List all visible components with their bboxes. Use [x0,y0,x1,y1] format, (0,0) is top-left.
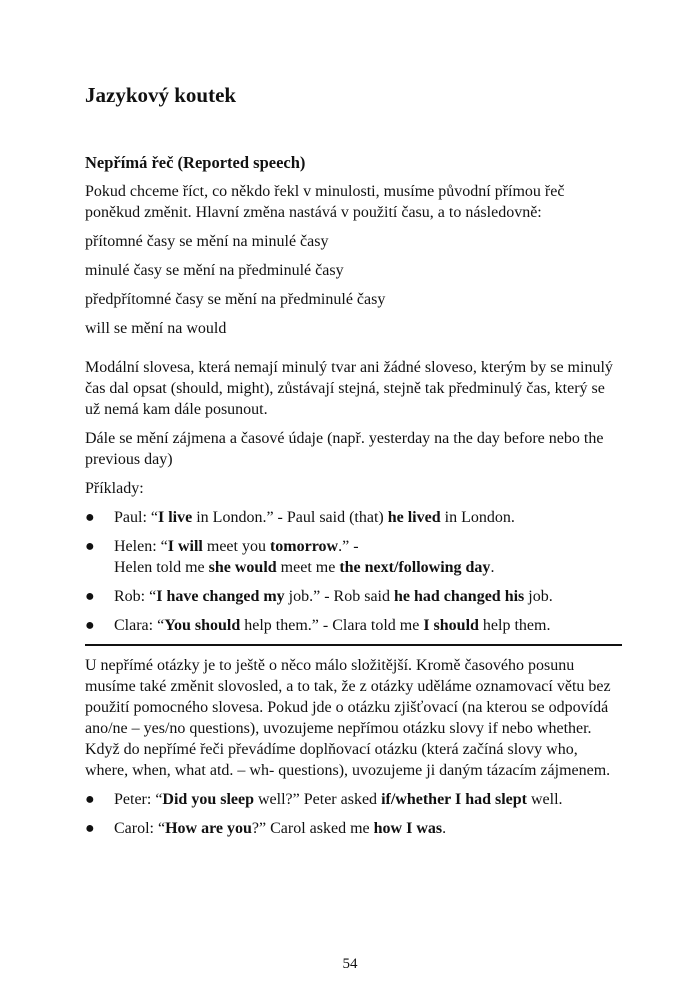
example-text: in London.” - Paul said (that) [192,509,388,526]
example-bold-text: I live [158,509,193,526]
example-bold-text: I will [167,538,203,555]
intro-paragraph: Pokud chceme říct, co někdo řekl v minulosti, musíme původní přímou řeč poněkud změnit. Hlavní změna nastává v použití času, a to následovně: [85,183,565,221]
example-text: Helen: “ [114,538,168,555]
example-text: . [490,559,495,576]
example-item [85,818,623,839]
bullet-icon: ● [85,509,95,526]
tense-rule: přítomné časy se mění na minulé časy [85,233,329,250]
bullet-icon: ● [85,820,95,837]
example-text: meet me [276,559,340,576]
example-bold-text: he lived [387,509,441,526]
example-text: in London. [440,509,515,526]
example-bold-text: she would [208,559,277,576]
tense-rule: předpřítomné časy se mění na předminulé časy [85,291,386,308]
bullet-icon: ● [85,588,95,605]
example-text: . [442,820,447,837]
example-bold-text: tomorrow [269,538,339,555]
example-text: well?” Peter asked [254,791,382,808]
divider [85,644,622,646]
example-text: job. [524,588,553,605]
example-item [85,789,623,810]
example-text: Carol: “ [114,820,166,837]
tense-rule: minulé časy se mění na předminulé časy [85,262,344,279]
example-text: ?” Carol asked me [251,820,374,837]
example-bold-text: Did you sleep [162,791,254,808]
content [85,82,623,847]
example-item [85,536,623,578]
examples-list [85,507,623,636]
example-text: Paul: “ [114,509,158,526]
bullet-icon: ● [85,538,95,555]
page-number: 54 [342,956,358,972]
section-title: Nepřímá řeč (Reported speech) [85,153,306,172]
example-text: help them. [478,617,551,634]
example-text: Helen told me [114,559,209,576]
example-text: help them.” - Clara told me [240,617,424,634]
example-text: Clara: “ [114,617,165,634]
bullet-icon: ● [85,791,95,808]
example-text: Rob: “ [114,588,157,605]
example-bold-text: how I was [373,820,443,837]
example-bold-text: You should [164,617,241,634]
example-bold-text: How are you [165,820,252,837]
examples-label: Příklady: [85,480,144,497]
question-examples-list [85,789,623,839]
example-item [85,615,623,636]
example-bold-text: if/whether I had slept [381,791,527,808]
example-item [85,586,623,607]
example-bold-text: the next/following day [339,559,491,576]
example-text: well. [527,791,563,808]
example-text: Peter: “ [114,791,163,808]
example-text: .” - [338,538,359,555]
example-item [85,507,623,528]
example-text: job.” - Rob said [284,588,394,605]
bullet-icon: ● [85,617,95,634]
tense-rules [85,231,623,339]
questions-paragraph: U nepřímé otázky je to ještě o něco málo složitější. Kromě časového posunu musíme také změnit slovosled, a to tak, že z otázky uděláme oznamovací větu bez použití pomocného slovesa. Pokud jde o otázku zjišťovací (na kterou se odpovídá ano/ne – yes/no questions), uvozujeme nepřímou otázku slovy if nebo whether. Když do nepřímé řeči převádíme doplňovací otázku (která začíná slovy who, where, when, what atd. – wh- questions), uvozujeme ji daným tázacím zájmenem. [85,657,611,779]
pronouns-paragraph: Dále se mění zájmena a časové údaje (např. yesterday na the day before nebo the previous day) [85,430,604,468]
spacer [85,347,623,357]
example-bold-text: I should [423,617,479,634]
page-title: Jazykový koutek [85,83,237,107]
example-bold-text: I have changed my [156,588,285,605]
example-bold-text: he had changed his [394,588,525,605]
tense-rule: will se mění na would [85,320,227,337]
modal-verbs-paragraph: Modální slovesa, která nemají minulý tvar ani žádné sloveso, kterým by se minulý čas dal opsat (should, might), zůstávají stejná, stejně tak předminulý čas, který se už nemá kam dále posunout. [85,359,613,418]
example-text: meet you [202,538,270,555]
